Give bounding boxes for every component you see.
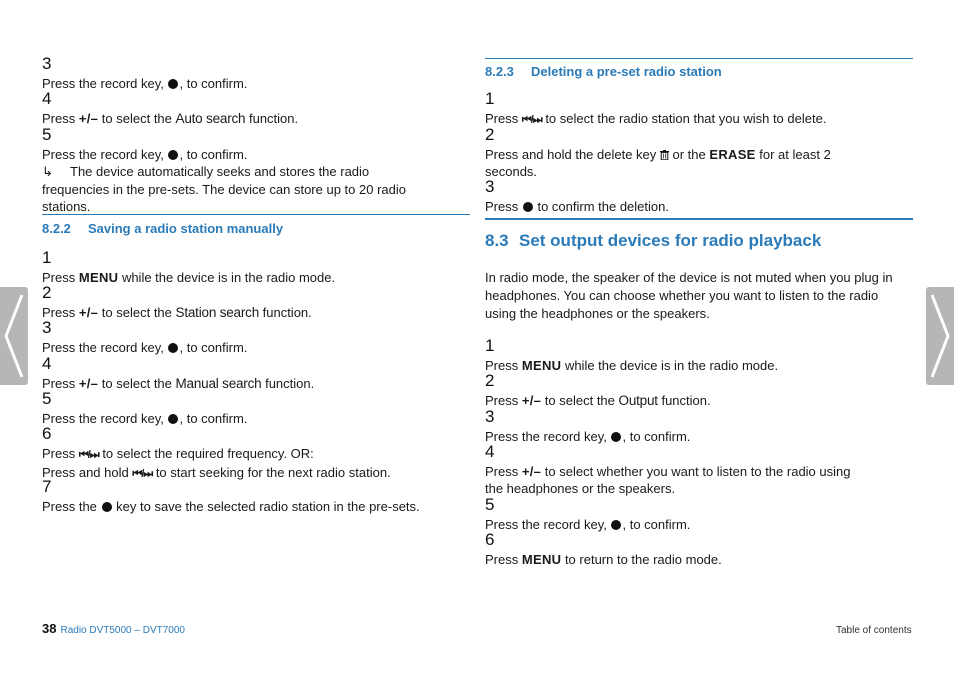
step-text: to select the required frequency. OR:: [98, 445, 314, 461]
plus-minus-key: +/–: [78, 375, 99, 391]
step-text: Press: [485, 110, 522, 126]
step-text: to select whether you want to listen to the radio using: [541, 463, 851, 479]
step-item: [485, 336, 913, 374]
step-number: 2: [485, 125, 495, 144]
section-rule: [485, 58, 913, 59]
step-text: to select the: [98, 110, 176, 126]
plus-minus-key: +/–: [521, 463, 542, 479]
result-text: frequencies in the pre-sets. The device can store up to 20 radio: [42, 181, 406, 197]
chevron-left-icon: [0, 287, 28, 385]
step-item: [42, 283, 470, 321]
section-number: 8.2.2: [42, 221, 71, 236]
step-text: to select the radio station that you wish to delete.: [541, 110, 827, 126]
heading-rule: [485, 218, 913, 220]
step-text: to select the: [541, 392, 619, 408]
section-number: 8.2.3: [485, 64, 514, 79]
previous-page-button[interactable]: [0, 287, 28, 385]
step-item: [485, 442, 913, 498]
step-text: while the device is in the radio mode.: [561, 357, 779, 373]
heading-number: 8.3: [485, 231, 509, 250]
step-number: 4: [42, 354, 52, 373]
step-text: , to confirm.: [179, 410, 248, 426]
step-item: [485, 89, 913, 129]
intro-line: In radio mode, the speaker of the device is not muted when you plug in: [485, 270, 893, 285]
section-title: Deleting a pre-set radio station: [531, 64, 722, 79]
plus-minus-key: +/–: [78, 304, 99, 320]
step-text: function.: [657, 392, 711, 408]
intro-line: headphones. You can choose whether you want to listen to the radio: [485, 288, 879, 303]
step-text: to confirm the deletion.: [533, 198, 669, 214]
step-text: Press the record key,: [485, 428, 611, 444]
footer: [42, 621, 185, 636]
step-text: seconds.: [485, 164, 538, 179]
step-item: [42, 89, 470, 127]
step-number: 3: [42, 54, 52, 73]
result-text: stations.: [42, 199, 91, 214]
step-text: Press: [42, 375, 79, 391]
step-text: , to confirm.: [622, 516, 691, 532]
step-text: Press: [42, 445, 79, 461]
table-of-contents-link[interactable]: Table of contents: [836, 625, 912, 636]
step-number: 3: [485, 177, 495, 196]
step-number: 3: [42, 318, 52, 337]
step-text: Press the: [42, 498, 101, 514]
step-number: 1: [485, 89, 495, 108]
step-text: Press the record key,: [42, 75, 168, 91]
record-dot-icon: [168, 79, 178, 89]
step-text: Press: [485, 463, 522, 479]
page-number: 38: [42, 621, 57, 636]
chevron-right-icon: [926, 287, 954, 385]
step-number: 2: [485, 371, 495, 390]
step-text: while the device is in the radio mode.: [118, 269, 336, 285]
step-number: 4: [42, 89, 52, 108]
step-text: to start seeking for the next radio station.: [152, 465, 391, 480]
skip-keys-icon: ⏮/⏭: [78, 448, 99, 461]
step-item: [485, 407, 913, 445]
step-text: to return to the radio mode.: [561, 551, 722, 567]
step-text: Press: [42, 110, 79, 126]
step-item: [42, 248, 470, 286]
step-number: 2: [42, 283, 52, 302]
step-item: [42, 354, 470, 392]
step-text: Press: [485, 357, 522, 373]
step-number: 5: [42, 125, 52, 144]
plus-minus-key: +/–: [521, 392, 542, 408]
menu-option-name: Station search: [175, 304, 260, 320]
step-item: [485, 125, 913, 181]
record-dot-icon: [611, 520, 621, 530]
erase-key: ERASE: [709, 146, 756, 162]
step-number: 5: [485, 495, 495, 514]
plus-minus-key: +/–: [78, 110, 99, 126]
menu-key: MENU: [521, 551, 562, 567]
step-text: Press and hold: [42, 465, 133, 480]
trash-icon: [660, 147, 669, 157]
step-number: 1: [42, 248, 52, 267]
step-number: 7: [42, 477, 52, 496]
step-text: key to save the selected radio station in the pre-sets.: [112, 498, 420, 514]
step-item: [485, 530, 913, 568]
step-number: 6: [42, 424, 52, 443]
menu-key: MENU: [521, 357, 562, 373]
step-text: , to confirm.: [622, 428, 691, 444]
step-text: Press and hold the delete key: [485, 146, 660, 162]
step-item: [485, 495, 913, 533]
step-number: 1: [485, 336, 495, 355]
step-number: 6: [485, 530, 495, 549]
step-text: to select the: [98, 304, 176, 320]
intro-paragraph: [485, 269, 913, 323]
step-text: Press the record key,: [42, 410, 168, 426]
step-item: [42, 389, 470, 427]
step-text: Press: [485, 551, 522, 567]
step-item: [42, 318, 470, 356]
result-text: The device automatically seeks and stores the radio: [70, 164, 370, 179]
step-text: , to confirm.: [179, 339, 248, 355]
skip-keys-icon: ⏮/⏭: [521, 113, 542, 126]
step-text: Press: [42, 304, 79, 320]
step-number: 3: [485, 407, 495, 426]
section-rule: [42, 214, 470, 215]
step-text: function.: [261, 375, 315, 391]
record-dot-icon: [102, 502, 112, 512]
record-dot-icon: [523, 202, 533, 212]
record-dot-icon: [611, 432, 621, 442]
step-text: or the: [668, 146, 710, 162]
step-text: function.: [245, 110, 299, 126]
step-number: 5: [42, 389, 52, 408]
step-item: [42, 54, 470, 92]
menu-option-name: Manual search: [175, 375, 262, 391]
step-text: to select the: [98, 375, 176, 391]
step-item: [42, 125, 470, 216]
record-dot-icon: [168, 343, 178, 353]
intro-line: using the headphones or the speakers.: [485, 306, 710, 321]
heading-title: Set output devices for radio playback: [519, 231, 822, 250]
result-arrow-icon: ↳: [42, 164, 53, 179]
step-text: Press: [485, 392, 522, 408]
step-text: function.: [259, 304, 312, 320]
section-title: Saving a radio station manually: [88, 221, 284, 236]
record-dot-icon: [168, 150, 178, 160]
step-item: [485, 177, 913, 215]
step-text: Press the record key,: [42, 146, 168, 162]
section-heading: [42, 221, 283, 236]
menu-option-name: Auto search: [175, 110, 246, 126]
step-text: , to confirm.: [179, 146, 248, 162]
menu-option-name: Output: [618, 392, 658, 408]
step-text: Press: [42, 269, 79, 285]
step-text: the headphones or the speakers.: [485, 481, 676, 496]
section-heading: [485, 64, 722, 79]
step-item: [485, 371, 913, 409]
record-dot-icon: [168, 414, 178, 424]
step-number: 4: [485, 442, 495, 461]
step-text: Press the record key,: [485, 516, 611, 532]
footer-title: Radio DVT5000 – DVT7000: [60, 625, 185, 636]
chapter-heading: [485, 231, 821, 251]
step-text: for at least 2: [755, 146, 831, 162]
menu-key: MENU: [78, 269, 119, 285]
step-item: [42, 424, 470, 484]
step-text: , to confirm.: [179, 75, 248, 91]
step-item: [42, 477, 470, 515]
step-text: Press the record key,: [42, 339, 168, 355]
skip-keys-icon: ⏮/⏭: [132, 468, 153, 480]
step-text: Press: [485, 198, 522, 214]
next-page-button[interactable]: [926, 287, 954, 385]
